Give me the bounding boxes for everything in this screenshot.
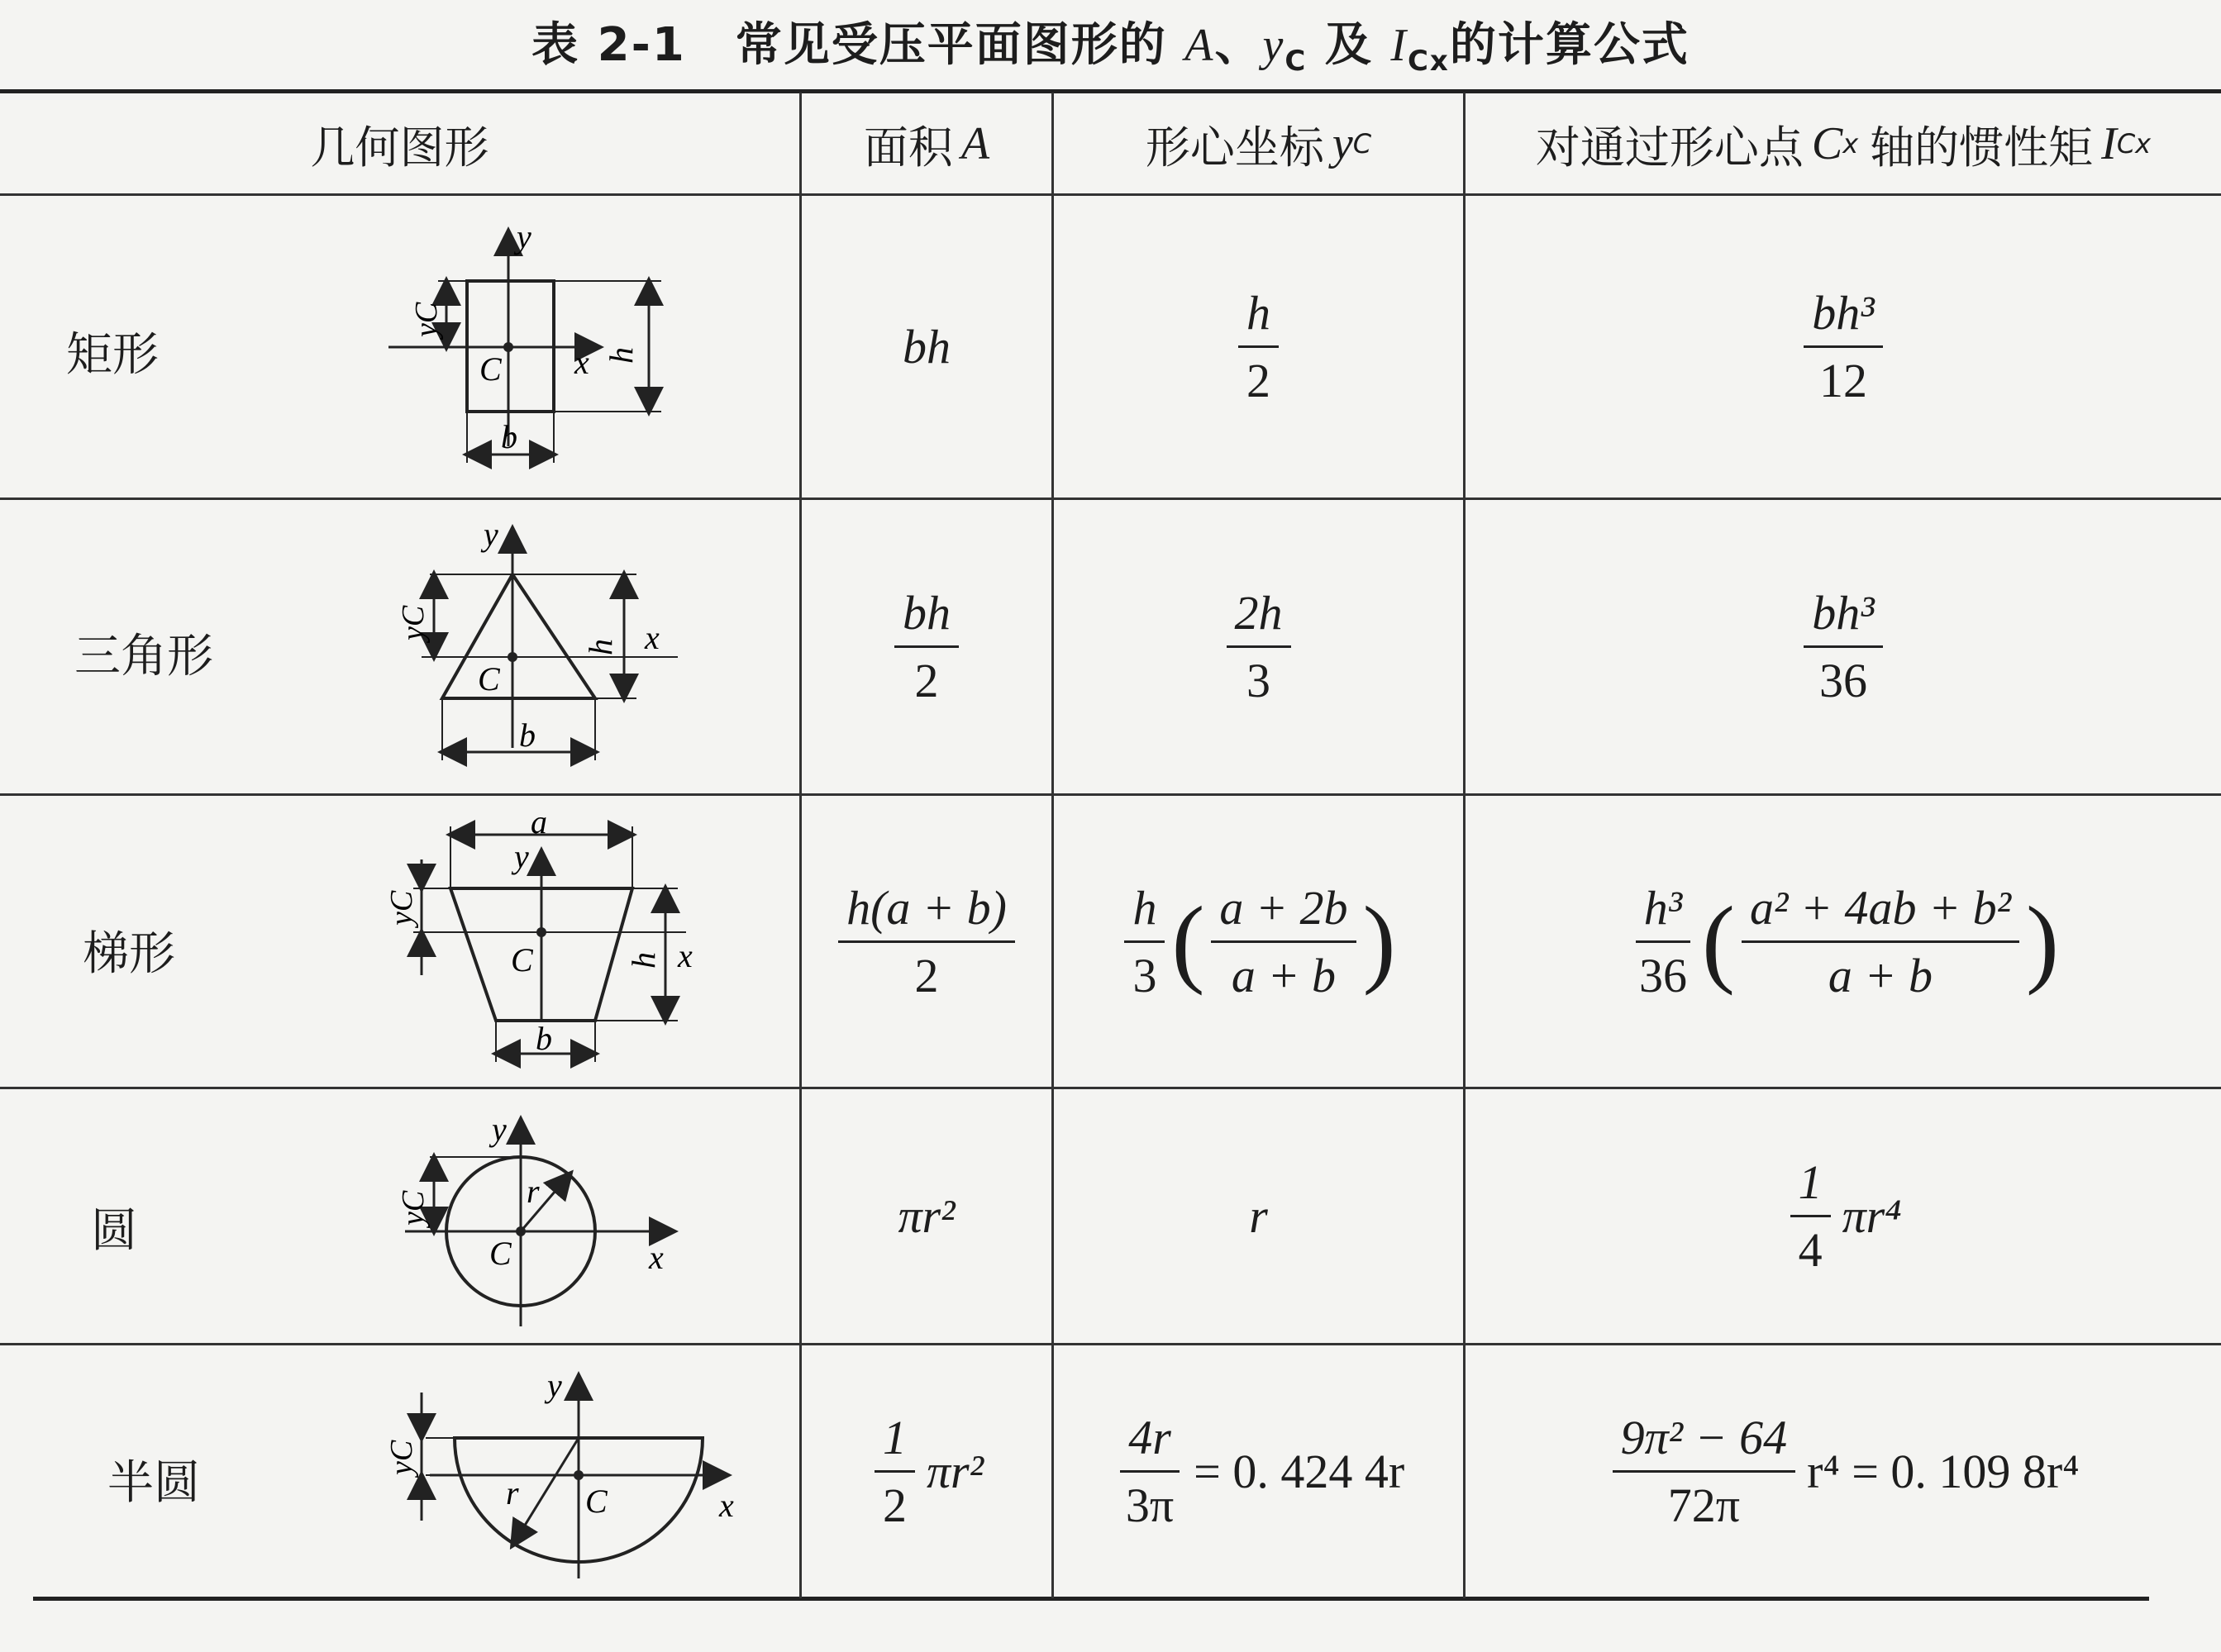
semi-inertia-num: 9π² − 64 bbox=[1613, 1410, 1796, 1473]
trap-centroid-inner-num: a + 2b bbox=[1211, 880, 1356, 943]
semi-area-rest: πr² bbox=[926, 1444, 984, 1498]
trap-inertia-den: 36 bbox=[1639, 948, 1687, 1002]
tri-x-label: x bbox=[645, 619, 660, 656]
circle-r-label: r bbox=[527, 1173, 540, 1210]
rect-h-label: h bbox=[603, 347, 640, 364]
tri-inertia bbox=[1466, 500, 2221, 793]
circle-centroid bbox=[1054, 1089, 1463, 1343]
trap-area bbox=[802, 796, 1051, 1087]
rect-x-label: x bbox=[574, 344, 589, 381]
semicircle-figure bbox=[355, 1359, 744, 1591]
tri-yc-label: yC bbox=[396, 605, 431, 640]
trap-inertia-inner-den: a + b bbox=[1828, 948, 1933, 1002]
rect-inertia bbox=[1466, 196, 2221, 498]
header-centroid bbox=[1054, 93, 1463, 195]
trap-centroid-fraction bbox=[1124, 880, 1165, 1003]
rect-inertia-fraction bbox=[1804, 285, 1882, 408]
row-name-rectangle: 矩形 bbox=[66, 328, 159, 382]
semi-inertia-den: 72π bbox=[1667, 1478, 1740, 1532]
tri-inertia-num: bh³ bbox=[1804, 585, 1882, 648]
circle-x-label: x bbox=[649, 1239, 664, 1276]
trap-b-label: b bbox=[536, 1020, 552, 1057]
semi-area-fraction bbox=[875, 1410, 915, 1533]
header-centroid-sub: C bbox=[1352, 128, 1372, 159]
trap-centroid-lparen: ( bbox=[1171, 886, 1205, 996]
circle-inertia-fraction bbox=[1790, 1154, 1831, 1278]
header-centroid-label: 形心坐标 bbox=[1145, 121, 1324, 174]
tri-centroid-fraction bbox=[1227, 585, 1291, 708]
semi-yc-label: yC bbox=[384, 1440, 419, 1475]
trap-c-label: C bbox=[511, 941, 533, 978]
header-shape bbox=[0, 93, 799, 195]
semi-area bbox=[802, 1345, 1051, 1597]
rectangle-figure bbox=[355, 215, 703, 479]
rect-centroid-fraction bbox=[1238, 285, 1279, 408]
semi-centroid-fraction bbox=[1118, 1410, 1182, 1533]
header-area bbox=[802, 93, 1051, 195]
tri-b-label: b bbox=[519, 717, 536, 754]
trap-centroid-den: 3 bbox=[1132, 948, 1157, 1002]
trap-inertia-inner bbox=[1742, 880, 2019, 1003]
trap-inertia-rparen: ) bbox=[2026, 886, 2059, 996]
trap-centroid bbox=[1054, 796, 1463, 1087]
trap-x-label: x bbox=[678, 937, 693, 974]
tri-area-num: bh bbox=[894, 585, 959, 648]
circle-area-value: πr² bbox=[898, 1189, 956, 1243]
circle-figure bbox=[355, 1103, 703, 1335]
trap-inertia-lparen: ( bbox=[1702, 886, 1735, 996]
caption-sub-c: C bbox=[1284, 45, 1308, 79]
semi-x-label: x bbox=[719, 1487, 734, 1524]
header-inertia-axis: C bbox=[1811, 118, 1843, 169]
header-inertia-mid: 轴的惯性矩 bbox=[1870, 121, 2094, 174]
triangle-figure bbox=[355, 517, 703, 773]
caption-title: 常见受压平面图形的 bbox=[735, 18, 1167, 72]
tri-area bbox=[802, 500, 1051, 793]
trap-centroid-rparen: ) bbox=[1362, 886, 1396, 996]
trapezoid-figure bbox=[355, 810, 711, 1074]
circle-inertia-num: 1 bbox=[1790, 1154, 1831, 1217]
rect-y-label: y bbox=[517, 218, 531, 255]
circle-y-label: y bbox=[492, 1111, 507, 1148]
header-inertia-sub: Cx bbox=[2116, 128, 2152, 159]
row-name-trapezoid: 梯形 bbox=[83, 927, 175, 981]
rect-b-label: b bbox=[501, 418, 517, 455]
header-shape-label: 几何图形 bbox=[310, 121, 489, 174]
table-bottom-rule bbox=[33, 1597, 2149, 1601]
semi-centroid bbox=[1054, 1345, 1463, 1597]
circle-inertia-rest: πr⁴ bbox=[1842, 1189, 1902, 1243]
tri-centroid-den: 3 bbox=[1246, 654, 1270, 707]
caption-sep1: 、 bbox=[1214, 18, 1263, 72]
row-name-circle: 圆 bbox=[91, 1204, 137, 1258]
semi-centroid-num: 4r bbox=[1120, 1410, 1180, 1473]
rect-area-value: bh bbox=[903, 320, 951, 374]
rect-area bbox=[802, 196, 1051, 498]
tri-h-label: h bbox=[582, 639, 619, 655]
rect-centroid-den: 2 bbox=[1246, 354, 1270, 407]
header-inertia-label: 对通过形心点 bbox=[1535, 121, 1804, 174]
semi-inertia-fraction bbox=[1613, 1410, 1796, 1533]
tri-c-label: C bbox=[478, 660, 500, 697]
tri-y-label: y bbox=[484, 517, 498, 553]
tri-centroid bbox=[1054, 500, 1463, 793]
trap-h-label: h bbox=[625, 952, 662, 969]
rect-yc-label: yC bbox=[409, 302, 444, 337]
rect-centroid-num: h bbox=[1238, 285, 1279, 348]
trap-area-fraction bbox=[838, 880, 1015, 1003]
circle-centroid-value: r bbox=[1249, 1189, 1268, 1243]
table-number: 表 2-1 bbox=[531, 18, 686, 72]
row-name-triangle: 三角形 bbox=[74, 630, 213, 683]
tri-inertia-den: 36 bbox=[1818, 654, 1867, 707]
semi-c-label: C bbox=[585, 1483, 608, 1520]
header-area-label: 面积 bbox=[863, 121, 953, 174]
header-area-symbol: A bbox=[960, 118, 990, 169]
circle-area bbox=[802, 1089, 1051, 1343]
header-inertia-axis-sub: x bbox=[1842, 128, 1859, 159]
rect-inertia-den: 12 bbox=[1818, 354, 1867, 407]
header-inertia-symbol: I bbox=[2101, 118, 2117, 169]
semi-inertia bbox=[1466, 1345, 2221, 1597]
tri-centroid-num: 2h bbox=[1227, 585, 1291, 648]
trap-a-label: a bbox=[531, 810, 547, 840]
table-caption bbox=[0, 8, 2221, 78]
circle-inertia bbox=[1466, 1089, 2221, 1343]
circle-yc-label: yC bbox=[396, 1190, 431, 1226]
caption-sep2: 及 bbox=[1307, 18, 1391, 72]
semi-inertia-rest: r⁴ = 0. 109 8r⁴ bbox=[1807, 1444, 2080, 1498]
trap-centroid-inner bbox=[1211, 880, 1356, 1003]
caption-sym-i: I bbox=[1390, 20, 1408, 71]
semi-area-den: 2 bbox=[882, 1478, 907, 1532]
semi-centroid-rest: = 0. 424 4r bbox=[1194, 1444, 1405, 1498]
circle-c-label: C bbox=[489, 1235, 512, 1272]
rect-centroid bbox=[1054, 196, 1463, 498]
tri-area-den: 2 bbox=[914, 654, 939, 707]
semi-centroid-den: 3π bbox=[1125, 1478, 1175, 1532]
tri-inertia-fraction bbox=[1804, 585, 1882, 708]
trap-area-den: 2 bbox=[914, 948, 939, 1002]
trap-inertia-fraction bbox=[1631, 880, 1695, 1003]
row-name-semicircle: 半圆 bbox=[107, 1456, 200, 1510]
caption-sym-y: y bbox=[1262, 20, 1285, 71]
header-inertia bbox=[1466, 93, 2221, 195]
rect-c-label: C bbox=[479, 350, 502, 388]
semi-area-num: 1 bbox=[875, 1410, 915, 1473]
tri-area-fraction bbox=[894, 585, 959, 708]
trap-inertia-inner-num: a² + 4ab + b² bbox=[1742, 880, 2019, 943]
trap-y-label: y bbox=[514, 838, 529, 875]
trap-centroid-inner-den: a + b bbox=[1231, 948, 1337, 1002]
trap-yc-label: yC bbox=[384, 890, 419, 926]
trap-inertia bbox=[1466, 796, 2221, 1087]
caption-sub-cx: Cx bbox=[1407, 45, 1450, 79]
caption-sym-a: A bbox=[1184, 20, 1215, 71]
semi-y-label: y bbox=[547, 1367, 562, 1404]
caption-tail: 的计算公式 bbox=[1449, 18, 1690, 72]
header-centroid-symbol: y bbox=[1332, 118, 1353, 169]
circle-inertia-den: 4 bbox=[1798, 1223, 1823, 1277]
trap-centroid-num: h bbox=[1124, 880, 1165, 943]
trap-area-num: h(a + b) bbox=[838, 880, 1015, 943]
rect-inertia-num: bh³ bbox=[1804, 285, 1882, 348]
trap-inertia-num: h³ bbox=[1636, 880, 1690, 943]
semi-r-label: r bbox=[506, 1474, 519, 1512]
